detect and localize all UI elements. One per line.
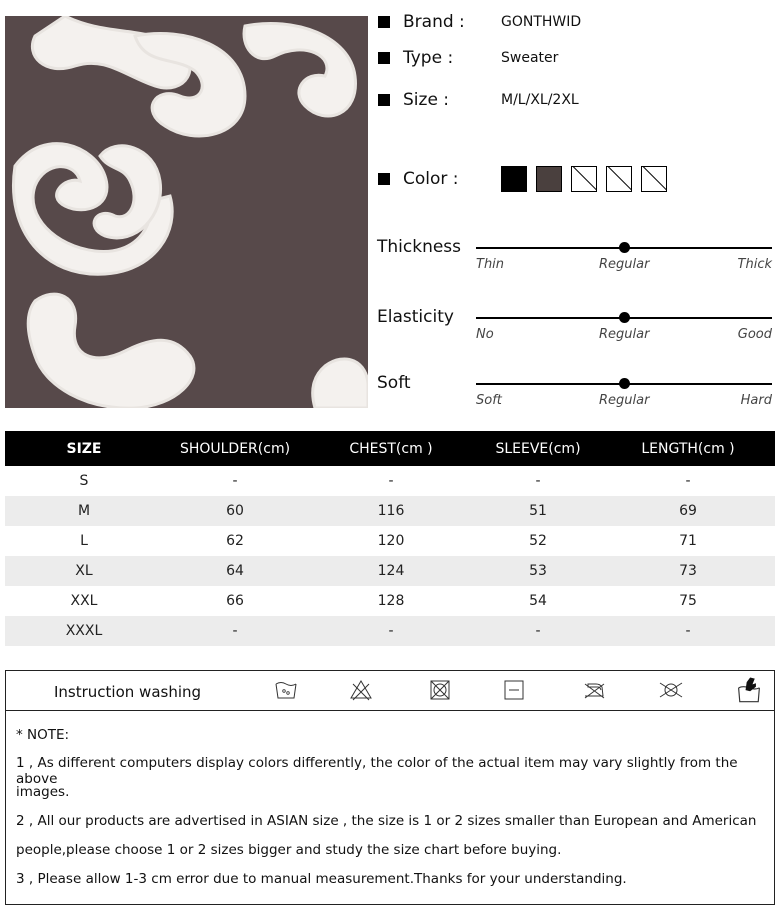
type-value: Sweater: [501, 50, 559, 66]
slider-label: Soft: [377, 373, 411, 393]
table-cell: -: [685, 473, 691, 489]
color-swatch-2[interactable]: [536, 166, 562, 192]
slider-knob: [619, 378, 630, 389]
table-cell: 52: [529, 533, 547, 549]
table-cell: -: [535, 473, 541, 489]
flat-dry-icon: [502, 678, 526, 702]
bullet-icon: [378, 173, 390, 185]
note-line-2b: people,please choose 1 or 2 sizes bigger and study the size chart before buying.: [16, 842, 562, 858]
note-line-1b: images.: [16, 784, 70, 800]
table-cell: 69: [601, 496, 775, 526]
table-row: [5, 616, 775, 646]
color-swatches: [501, 166, 676, 192]
color-swatch-5[interactable]: [641, 166, 667, 192]
bullet-icon: [378, 52, 390, 64]
table-cell: -: [232, 473, 238, 489]
spec-type: [378, 48, 558, 68]
size-table-header: SLEEVE(cm): [475, 431, 601, 466]
size-value: M/L/XL/2XL: [501, 92, 579, 108]
hand-wash-icon: [274, 678, 298, 702]
slider-mid-label: Regular: [599, 327, 650, 342]
table-cell: 73: [601, 556, 775, 586]
no-dry-clean-icon: [659, 678, 683, 702]
no-tumble-dry-icon: [428, 678, 452, 702]
table-cell: 54: [529, 593, 547, 609]
table-cell: 116: [307, 496, 475, 526]
washing-notes-box: [5, 670, 775, 905]
table-row: [5, 526, 775, 556]
note-line-1a: 1 , As different computers display colors differently, the color of the actual item may vary slightly from the above: [16, 755, 738, 787]
table-cell: 71: [679, 533, 697, 549]
type-label: Type :: [403, 48, 454, 68]
table-row: [5, 586, 775, 616]
color-swatch-1[interactable]: [501, 166, 527, 192]
bullet-icon: [378, 94, 390, 106]
washing-header: [6, 671, 774, 711]
hand-wash-glove-icon: [735, 674, 763, 704]
slider-label: Elasticity: [377, 307, 454, 327]
table-cell: 62: [226, 533, 244, 549]
table-cell: L: [80, 533, 88, 549]
slider-soft: [377, 373, 775, 433]
size-table-header: SIZE: [5, 431, 163, 466]
slider-min-label: Soft: [476, 393, 502, 408]
size-table-header: CHEST(cm ): [307, 431, 475, 466]
table-cell: 128: [377, 593, 405, 609]
product-photo: [5, 16, 368, 408]
table-cell: 124: [307, 556, 475, 586]
table-cell: 60: [163, 496, 307, 526]
bullet-icon: [378, 16, 390, 28]
slider-min-label: No: [476, 327, 494, 342]
table-cell: 53: [475, 556, 601, 586]
no-iron-icon: [582, 678, 606, 702]
spec-size: [378, 90, 579, 110]
table-cell: XXL: [70, 593, 98, 609]
slider-knob: [619, 312, 630, 323]
slider-mid-label: Regular: [599, 393, 650, 408]
table-cell: M: [5, 496, 163, 526]
brand-value: GONTHWID: [501, 14, 582, 30]
spec-brand: [378, 12, 581, 32]
table-cell: 75: [679, 593, 697, 609]
brand-label: Brand :: [403, 12, 465, 32]
note-line-3: 3 , Please allow 1-3 cm error due to manual measurement.Thanks for your understanding.: [16, 871, 627, 887]
slider-label: Thickness: [377, 237, 462, 257]
slider-max-label: Hard: [740, 393, 772, 408]
table-cell: -: [388, 473, 394, 489]
table-cell: 66: [226, 593, 244, 609]
color-swatch-3[interactable]: [571, 166, 597, 192]
slider-knob: [619, 242, 630, 253]
slider-min-label: Thin: [476, 257, 505, 272]
table-cell: 51: [475, 496, 601, 526]
slider-max-label: Good: [737, 327, 772, 342]
slider-elasticity: [377, 307, 775, 367]
size-chart: [5, 431, 775, 646]
no-bleach-icon: [349, 678, 373, 702]
table-row: [5, 496, 775, 526]
slider-thickness: [377, 237, 775, 297]
table-cell: 64: [163, 556, 307, 586]
table-cell: S: [79, 473, 89, 489]
table-row: [5, 466, 775, 496]
color-label: Color :: [403, 169, 459, 189]
washing-title: Instruction washing: [54, 683, 202, 701]
table-cell: -: [475, 616, 601, 646]
spec-color: [378, 166, 676, 192]
table-cell: XL: [5, 556, 163, 586]
table-cell: XXXL: [5, 616, 163, 646]
color-swatch-4[interactable]: [606, 166, 632, 192]
note-line-2a: 2 , All our products are advertised in ASIAN size , the size is 1 or 2 sizes smaller than European and American: [16, 813, 757, 829]
size-label: Size :: [403, 90, 450, 110]
size-table-header: SHOULDER(cm): [163, 431, 307, 466]
table-cell: -: [307, 616, 475, 646]
slider-mid-label: Regular: [599, 257, 650, 272]
table-row: [5, 556, 775, 586]
table-cell: 120: [377, 533, 405, 549]
table-cell: -: [163, 616, 307, 646]
slider-max-label: Thick: [737, 257, 772, 272]
table-cell: -: [601, 616, 775, 646]
size-table-header: LENGTH(cm ): [601, 431, 775, 466]
note-heading: * NOTE:: [16, 727, 70, 743]
